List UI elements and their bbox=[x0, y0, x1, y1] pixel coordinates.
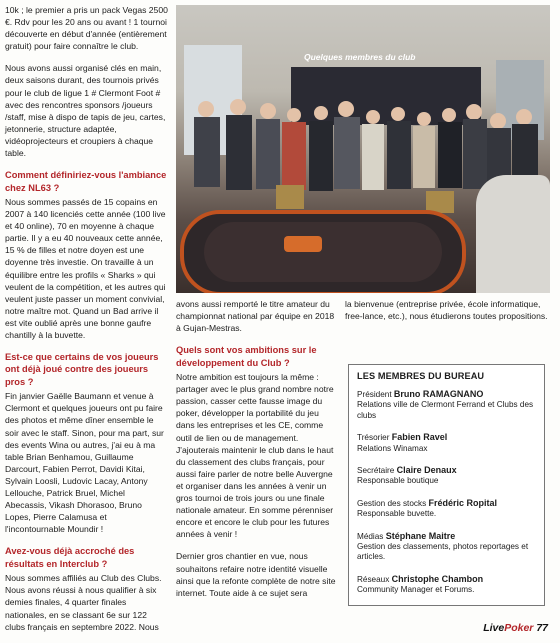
club-members-photo bbox=[176, 5, 550, 293]
photo-caption: Quelques membres du club bbox=[304, 52, 416, 62]
answer-pros: Fin janvier Gaëlle Baumann et venue à Clermont et quelques joueurs ont pu faire des photos et même dîner ensemble le soir avec le staff. Sinon, pour ma part, sur des events Wina ou autres, j'ai eu à ma table Brian Benhamou, Guillaume Darcourt, Fabien Perrot, Davidi Kitai, Sylvain Loosli, Ludovic Lacay, Antony Lellouche, Patrick Bruel, Michel Abecassis, Vikash Dhorasoo, Bruno Lopes, Pierre Calamusa et l'incontournable Moundir ! bbox=[5, 391, 164, 535]
member-description: Community Manager et Forums. bbox=[357, 585, 475, 595]
question-interclub: Avez-vous déjà accroché des résultats en Interclub ? bbox=[5, 546, 135, 569]
bureau-member bbox=[357, 574, 536, 596]
bureau-member bbox=[357, 465, 536, 487]
member-name: Frédéric Ropital bbox=[428, 497, 497, 508]
member-description: Relations ville de Clermont Ferrand et Clubs des clubs bbox=[357, 400, 534, 420]
question-ambiance: Comment définiriez-vous l'ambiance chez NL63 ? bbox=[5, 170, 167, 193]
events-paragraph: Nous avons aussi organisé clés en main, deux saisons durant, des tournois privés pour le club de ligue 1 # Clermont Foot # avec des rencontres sponsors /joueurs /staff, mise à dispo de tapis de jeu, cartes, jetonnerie, structure adaptée, vidéoprojecteurs et croupiers à chaque table. bbox=[5, 63, 166, 159]
member-name: Fabien Ravel bbox=[391, 432, 448, 443]
page-number: 77 bbox=[536, 622, 548, 634]
member-role: Gestion des stocks bbox=[357, 498, 427, 508]
interclub-continued: avons aussi remporté le titre amateur du championnat national par équipe en 2018 à Gujan-Mestras. bbox=[176, 299, 335, 334]
page-footer bbox=[483, 622, 548, 634]
answer-ambitions: Notre ambition est toujours la même : partager avec le plus grand nombre notre passion, casser cette fausse image du poker, développer la portabilité du jeu dans les entreprises et les CE, comme outil de lien ou de management. J'ajouterais maintenir le club dans le haut du classement des clubs français, pour aussi faire parler de notre belle Auvergne et organiser dans les années à venir un gros tournoi de trois jours ou une finale nationale amateur. En somme pérenniser encore et encore le club pour les futures années à venir ! bbox=[176, 372, 334, 540]
member-description: Responsable buvette. bbox=[357, 509, 437, 519]
member-description: Responsable boutique bbox=[357, 476, 439, 486]
magazine-brand-poker: Poker bbox=[504, 622, 534, 634]
question-ambitions: Quels sont vos ambitions sur le développement du Club ? bbox=[176, 345, 317, 368]
member-role: Président bbox=[357, 390, 392, 399]
bureau-member bbox=[357, 389, 536, 421]
magazine-brand-live: Live bbox=[483, 622, 505, 634]
bureau-member bbox=[357, 531, 536, 563]
bureau-member bbox=[357, 498, 536, 520]
member-description: Gestion des classements, photos reportages et articles. bbox=[357, 542, 529, 562]
article-column-1 bbox=[5, 4, 168, 643]
article-column-2 bbox=[176, 298, 336, 609]
intro-paragraph: 10k ; le premier a pris un pack Vegas 2500 €. Rdv pour les 20 ans ou avant ! 1 tournoi découverte en début d'année (entièrement gratuit) pour faire connaître le club. bbox=[5, 5, 168, 52]
question-pros: Est-ce que certains de vos joueurs ont déjà joué contre des joueurs pros ? bbox=[5, 352, 159, 387]
photo-foreground-person bbox=[476, 175, 550, 293]
member-name: Stéphane Maitre bbox=[385, 530, 456, 541]
poker-table-felt bbox=[204, 222, 442, 282]
bureau-members-box bbox=[348, 364, 545, 606]
poker-table bbox=[180, 210, 466, 293]
poker-table-logo bbox=[284, 236, 322, 252]
identity-continued: la bienvenue (entreprise privée, école informatique, free-lance, etc.), nous étudierons toutes propositions. bbox=[345, 299, 548, 322]
member-name: Claire Denaux bbox=[396, 465, 457, 476]
photo-chair bbox=[276, 185, 304, 209]
answer-identity: Dernier gros chantier en vue, nous souhaitons refaire notre identité visuelle ainsi que la refonte complète de notre site internet. Toute aide à ce sujet sera bbox=[176, 551, 336, 598]
bureau-member bbox=[357, 432, 536, 454]
member-description: Relations Winamax bbox=[357, 443, 428, 453]
member-name: Christophe Chambon bbox=[391, 573, 484, 584]
member-role: Secrétaire bbox=[357, 466, 395, 476]
member-role: Médias bbox=[357, 531, 384, 541]
answer-ambiance: Nous sommes passés de 15 copains en 2007 à 140 licenciés cette année (100 live et 40 online), 70 en moyenne à chaque partie. Il y a eu 40 nouveaux cette année, 15 % de filles et notre doyen est une doyenne très investie. On travaille à un équilibre entre les profils « Sharks » qui veulent de la compétition, et les autres qui veulent juste passer un moment convivial, notre maître mot. Quand un Bad arrive il est vite oublié après une bonne gaufre chantilly à la buvette. bbox=[5, 196, 166, 340]
article-column-3 bbox=[345, 298, 550, 332]
member-role: Réseaux bbox=[357, 574, 390, 584]
answer-interclub: Nous sommes affiliés au Club des Clubs. Nous avons réussi à nous qualifier à six demies finales, 4 quarter finales nationales, en se classant 6e sur 122 clubs français en septembre 2022. Nous bbox=[5, 573, 162, 632]
bureau-title: LES MEMBRES DU BUREAU bbox=[357, 371, 485, 381]
member-name: Bruno RAMAGNANO bbox=[393, 389, 484, 399]
member-role: Trésorier bbox=[357, 433, 390, 443]
